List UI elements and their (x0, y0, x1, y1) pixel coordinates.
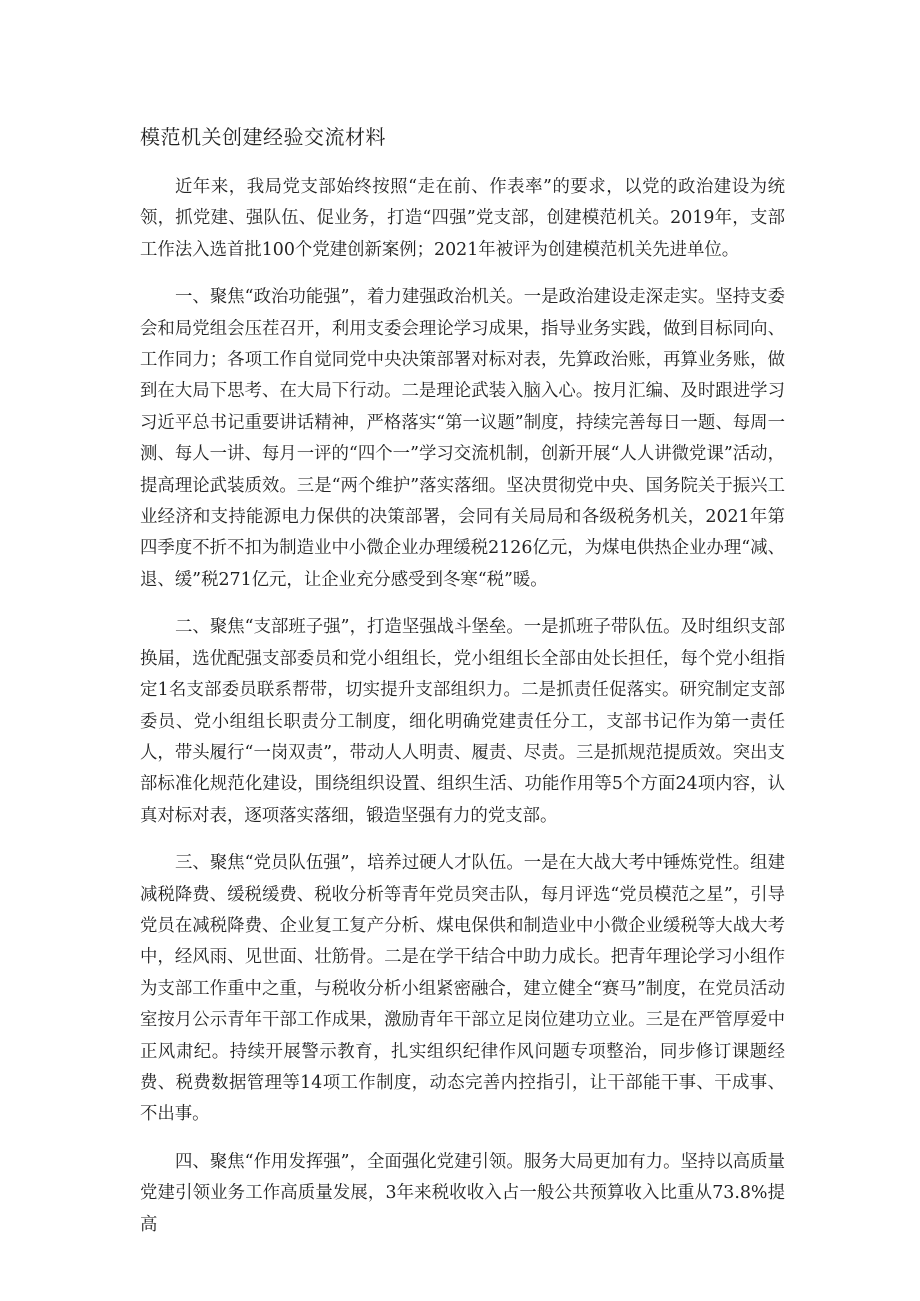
document-body (140, 172, 785, 1257)
section-4-paragraph: 四、聚焦“作用发挥强”，全面强化党建引领。服务大局更加有力。坚持以高质量党建引领业务工作高质量发展，3年来税收收入占一般公共预算收入比重从73.8%提高 (140, 1151, 785, 1235)
section-1-paragraph: 一、聚焦“政治功能强”，着力建强政治机关。一是政治建设走深走实。坚持支委会和局党组会压茬召开，利用支委会理论学习成果，指导业务实践，做到目标同向、工作同力；各项工作自觉同党中央决策部署对标对表，先算政治账，再算业务账，做到在大局下思考、在大局下行动。二是理论武装入脑入心。按月汇编、及时跟进学习习近平总书记重要讲话精神，严格落实“第一议题”制度，持续完善每日一题、每周一测、每人一讲、每月一评的“四个一”学习交流机制，创新开展“人人讲微党课”活动，提高理论武装质效。三是“两个维护”落实落细。坚决贯彻党中央、国务院关于振兴工业经济和支持能源电力保供的决策部署，会同有关局局和各级税务机关，2021年第四季度不折不扣为制造业中小微企业办理缓税2126亿元，为煤电供热企业办理“减、退、缓”税271亿元，让企业充分感受到冬寒“税”暖。 (140, 287, 785, 590)
document-title: 模范机关创建经验交流材料 (140, 125, 386, 149)
intro-paragraph: 近年来，我局党支部始终按照“走在前、作表率”的要求，以党的政治建设为统领，抓党建、强队伍、促业务，打造“四强”党支部，创建模范机关。2019年，支部工作法入选首批100个党建创新案例；2021年被评为创建模范机关先进单位。 (140, 177, 785, 260)
section-2-paragraph: 二、聚焦“支部班子强”，打造坚强战斗堡垒。一是抓班子带队伍。及时组织支部换届，选优配强支部委员和党小组组长，党小组组长全部由处长担任，每个党小组指定1名支部委员联系帮带，切实提升支部组织力。二是抓责任促落实。研究制定支部委员、党小组组长职责分工制度，细化明确党建责任分工，支部书记作为第一责任人，带头履行“一岗双责”，带动人人明责、履责、尽责。三是抓规范提质效。突出支部标准化规范化建设，围绕组织设置、组织生活、功能作用等5个方面24项内容，认真对标对表，逐项落实落细，锻造坚强有力的党支部。 (140, 617, 785, 826)
section-3-paragraph: 三、聚焦“党员队伍强”，培养过硬人才队伍。一是在大战大考中锤炼党性。组建减税降费、缓税缓费、税收分析等青年党员突击队，每月评选“党员模范之星”，引导党员在减税降费、企业复工复产分析、煤电保供和制造业中小微企业缓税等大战大考中，经风雨、见世面、壮筋骨。二是在学干结合中助力成长。把青年理论学习小组作为支部工作重中之重，与税收分析小组紧密融合，建立健全“赛马”制度，在党员活动室按月公示青年干部工作成果，激励青年干部立足岗位建功立业。三是在严管厚爱中正风肃纪。持续开展警示教育，扎实组织纪律作风问题专项整治，同步修订课题经费、税费数据管理等14项工作制度，动态完善内控指引，让干部能干事、干成事、不出事。 (140, 853, 785, 1125)
